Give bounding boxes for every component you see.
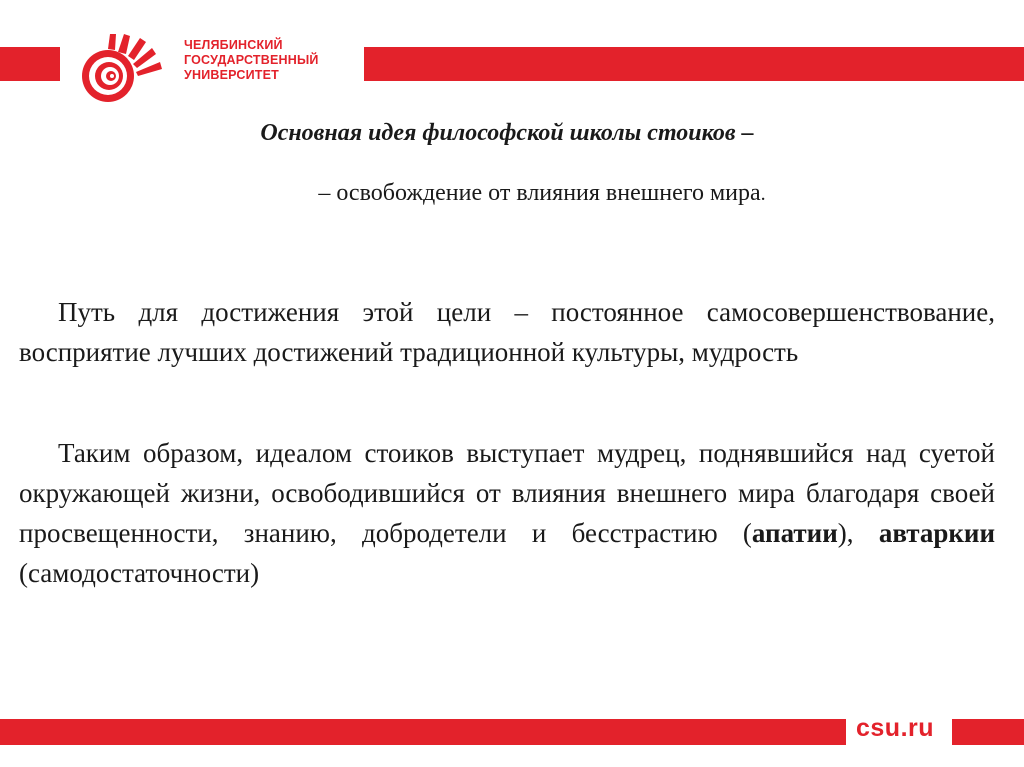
- university-name-line: УНИВЕРСИТЕТ: [184, 68, 279, 82]
- university-name: [184, 38, 319, 83]
- slide-subtitle: [0, 180, 1024, 207]
- paragraph-ideal-text: ),: [837, 518, 879, 548]
- header-red-bar-left: [0, 47, 60, 81]
- header-red-bar-right: [364, 47, 1024, 81]
- university-name-line: ГОСУДАРСТВЕННЫЙ: [184, 53, 319, 67]
- paragraph-path-text: Путь для достижения этой цели – постоянное самосовершенствование, восприятие лучших достижений традиционной культуры, мудрость: [19, 297, 995, 367]
- subtitle-text: – освобождение от влияния внешнего мира: [318, 180, 761, 206]
- subtitle-dot: .: [760, 183, 766, 205]
- term-apathy: апатии: [751, 518, 838, 548]
- footer-red-bar-left: [0, 719, 846, 745]
- slide-title: Основная идея философской школы стоиков –: [260, 120, 754, 146]
- paragraph-ideal-text: Таким образом, идеалом стоиков выступает мудрец, поднявшийся над суетой окружающей жизни, освободившийся от влияния внешнего мира благодаря своей просвещенности, знанию, добродетели и бесстрастию (: [19, 438, 995, 548]
- paragraph-ideal-text: (самодостаточности): [19, 558, 260, 588]
- term-autarky: автаркии: [878, 518, 996, 548]
- footer-red-bar-right: [952, 719, 1024, 745]
- paragraph-path: [19, 292, 995, 372]
- university-name-line: ЧЕЛЯБИНСКИЙ: [184, 38, 283, 52]
- university-logo-icon: [78, 32, 168, 106]
- footer-site-link[interactable]: csu.ru: [856, 714, 935, 742]
- paragraph-ideal: [19, 433, 995, 593]
